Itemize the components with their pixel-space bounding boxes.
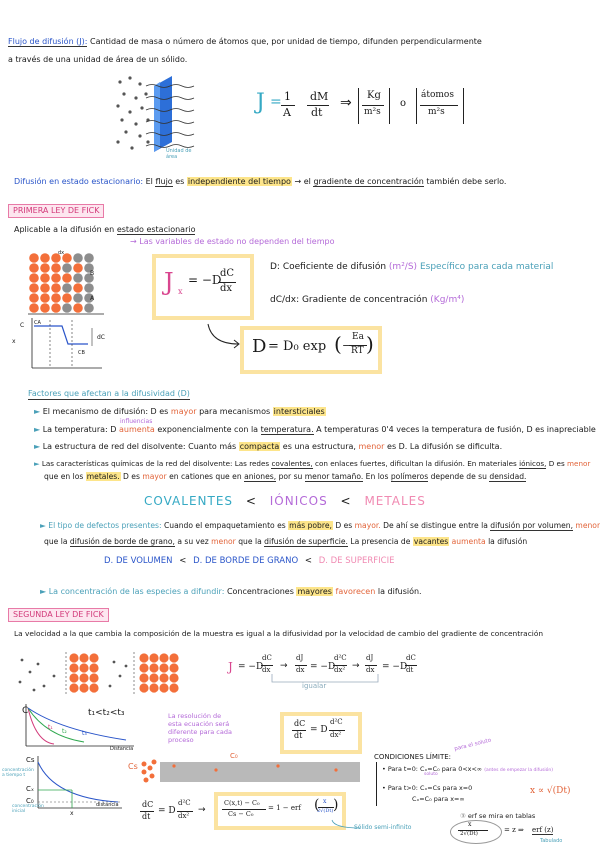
bar-Cs: Cs bbox=[128, 762, 138, 771]
host-atom bbox=[89, 653, 98, 662]
lattice-atom bbox=[40, 283, 50, 293]
gradient-definition: dC/dx: Gradiente de concentración (Kg/m⁴) bbox=[270, 295, 465, 305]
host-atom bbox=[79, 663, 88, 672]
formula-dt: dt bbox=[311, 106, 323, 119]
fick2-eq: = D bbox=[310, 725, 328, 735]
lattice-atom bbox=[62, 293, 72, 303]
paren-close: ) bbox=[366, 332, 374, 356]
bullet-icon: ► bbox=[40, 521, 46, 530]
lattice-atom bbox=[29, 253, 39, 263]
host-atom bbox=[159, 653, 168, 662]
solute-dot bbox=[119, 675, 122, 678]
factor-chemistry-line1: ► Las características químicas de la red del disolvente: Las redes covalentes, con enlaces fuertes, dificultan la difusión. En materiales iónicos, D es menor bbox=[34, 459, 591, 468]
host-atom bbox=[139, 653, 148, 662]
condition-2: • Para t>0: Cₓ=Cs para x=0 bbox=[382, 784, 473, 792]
host-atom bbox=[89, 663, 98, 672]
chain-eq3: = −D bbox=[382, 662, 408, 672]
host-atom bbox=[89, 673, 98, 682]
host-atom bbox=[139, 683, 148, 692]
arrhenius-D: D bbox=[252, 336, 267, 357]
arrhenius-eq: = D₀ exp bbox=[268, 339, 327, 354]
lattice-atom bbox=[40, 263, 50, 273]
chain-dt: dt bbox=[406, 666, 414, 674]
flux-title: Flujo de difusión (J): bbox=[8, 37, 88, 46]
chain-dx: dx bbox=[262, 666, 271, 674]
host-atom bbox=[89, 683, 98, 692]
lattice-atom bbox=[29, 303, 39, 313]
applicable-line: Aplicable a la difusión en estado estacionario bbox=[14, 225, 196, 234]
graph-t2: t₂ bbox=[62, 728, 67, 735]
formula-1: 1 bbox=[284, 90, 291, 103]
lattice-label-B: B bbox=[90, 270, 95, 277]
host-atom bbox=[149, 653, 158, 662]
frac-line bbox=[420, 105, 458, 106]
stationary-line: Difusión en estado estacionario: El flujo es independiente del tiempo → el gradiente de concentración también debe serlo. bbox=[14, 177, 507, 186]
graph2-left-bot: concentración inicial bbox=[12, 804, 44, 814]
bullet-icon: ► bbox=[40, 587, 47, 596]
paren-close: ) bbox=[333, 797, 339, 813]
host-atom bbox=[159, 673, 168, 682]
lattice-diagram bbox=[18, 250, 104, 370]
section-title-second-law: SEGUNDA LEY DE FICK bbox=[8, 608, 109, 622]
lattice-atom bbox=[84, 253, 94, 263]
host-atom bbox=[169, 653, 178, 662]
solute-dot bbox=[113, 661, 116, 664]
chain-d2C: d²C bbox=[334, 654, 347, 662]
graph-label-x: x bbox=[12, 338, 16, 345]
solute-dot bbox=[109, 685, 112, 688]
lattice-atom bbox=[62, 263, 72, 273]
diffusion-type-ranking: D. DE VOLUMEN < D. DE BORDE DE GRANO < D. DE SUPERFICIE bbox=[104, 556, 395, 566]
chain-dx3: dx bbox=[366, 666, 375, 674]
chain-J: J bbox=[228, 660, 233, 674]
host-atom bbox=[159, 683, 168, 692]
sol-d2C: d²C bbox=[178, 799, 191, 807]
factor-defects-line1: ► El tipo de defectos presentes: Cuando el empaquetamiento es más pobre, D es mayor. De ahí se distingue entre la difusión por volumen, menor bbox=[40, 521, 600, 530]
unit-m2s-b: m²s bbox=[428, 107, 445, 117]
graph2-distance: distancia bbox=[96, 802, 119, 808]
lattice-atom bbox=[73, 293, 83, 303]
host-atom bbox=[169, 673, 178, 682]
lattice-label-A: A bbox=[90, 295, 95, 302]
chain-dJ2: dJ bbox=[366, 654, 374, 662]
lattice-atom bbox=[84, 283, 94, 293]
sol-rhs: = 1 − erf bbox=[268, 804, 301, 812]
bar-C0: C₀ bbox=[230, 752, 238, 760]
graph-label-C: C bbox=[20, 322, 25, 329]
solute-dot bbox=[37, 663, 40, 666]
host-atom bbox=[69, 673, 78, 682]
chain-arrow1: → bbox=[280, 661, 288, 671]
lattice-atom bbox=[51, 263, 61, 273]
solute-dot bbox=[29, 671, 32, 674]
material-ranking: COVALENTES < IÓNICOS < METALES bbox=[144, 494, 426, 508]
lattice-atom bbox=[51, 283, 61, 293]
fick2-dt: dt bbox=[294, 731, 303, 740]
lattice-atom bbox=[29, 273, 39, 283]
condition-3: Cₓ=C₀ para x=∞ bbox=[412, 795, 465, 803]
lattice-atom bbox=[62, 283, 72, 293]
lattice-atom bbox=[51, 303, 61, 313]
lattice-atom bbox=[73, 263, 83, 273]
host-atom bbox=[139, 673, 148, 682]
host-atom bbox=[169, 663, 178, 672]
formula-J: J bbox=[256, 90, 265, 115]
host-atom bbox=[149, 663, 158, 672]
solute-dot bbox=[21, 659, 24, 662]
lattice-atom bbox=[29, 283, 39, 293]
fick2-dC: dC bbox=[294, 719, 306, 728]
unit-or: o bbox=[400, 98, 407, 109]
host-atom bbox=[69, 683, 78, 692]
factor-defects-line2: que la difusión de borde de grano, a su vez menor que la difusión de superficie. La presencia de vacantes aumenta la difusión bbox=[44, 537, 528, 546]
chain-eq2: = −D bbox=[310, 662, 336, 672]
erf-x: x bbox=[468, 821, 472, 828]
chain-igualar: igualar bbox=[302, 682, 327, 690]
sol-dt: dt bbox=[142, 812, 151, 821]
host-atom bbox=[149, 673, 158, 682]
lattice-atom bbox=[51, 273, 61, 283]
lattice-label-dx: dx bbox=[58, 250, 65, 256]
erf-den: 2√(Dt) bbox=[460, 831, 478, 837]
fick2-d2C: d²C bbox=[330, 718, 343, 726]
flux-def-text: Cantidad de masa o número de átomos que, por unidad de tiempo, difunden perpendicularmente bbox=[90, 37, 482, 46]
semi-infinite-note: Sólido semi-infinito bbox=[354, 824, 412, 831]
graph2-left-top: concentración a tiempo t bbox=[2, 768, 34, 778]
host-atom bbox=[69, 663, 78, 672]
unit-kg: Kg bbox=[367, 90, 381, 101]
lattice-atom bbox=[73, 303, 83, 313]
bullet-icon: ► bbox=[34, 442, 41, 451]
paren-open: ( bbox=[334, 332, 342, 356]
chain-dC: dC bbox=[262, 654, 272, 662]
lattice-atom bbox=[62, 303, 72, 313]
lattice-atom bbox=[40, 253, 50, 263]
host-atom bbox=[149, 683, 158, 692]
resolution-note: La resolución de esta ecuación será diferente para cada proceso bbox=[168, 712, 232, 744]
sol-x: x bbox=[323, 798, 327, 805]
bullet-icon: ► bbox=[34, 407, 41, 416]
erf-note: ③ erf se mira en tablas bbox=[460, 812, 536, 820]
lattice-atom bbox=[73, 283, 83, 293]
semi-infinite-bar bbox=[126, 754, 366, 790]
diffusion-sphere-illustrations bbox=[14, 652, 194, 696]
fick1-dC: dC bbox=[220, 268, 235, 279]
variables-note: → Las variables de estado no dependen del tiempo bbox=[130, 237, 335, 246]
conditions-title: CONDICIONES LÍMITE: bbox=[374, 753, 452, 761]
concentration-profile bbox=[34, 326, 88, 344]
host-atom bbox=[79, 683, 88, 692]
curved-arrow-icon bbox=[204, 320, 244, 352]
lattice-atom bbox=[73, 253, 83, 263]
solute-dot bbox=[19, 681, 22, 684]
formula-A: A bbox=[283, 106, 291, 119]
graph2-Cx: Cₓ bbox=[26, 785, 34, 793]
factor-temp-note: influencias bbox=[120, 418, 153, 425]
lattice-atom bbox=[40, 293, 50, 303]
fick1-sub: x bbox=[178, 287, 183, 296]
arrow-icon: → bbox=[198, 805, 206, 815]
lattice-atom bbox=[73, 273, 83, 283]
paren-open: ( bbox=[314, 797, 320, 813]
fick1-J: J bbox=[164, 268, 174, 296]
host-atom bbox=[79, 673, 88, 682]
solute-dot bbox=[33, 689, 36, 692]
solute-dot bbox=[53, 675, 56, 678]
graph-label-dC: dC bbox=[97, 334, 105, 341]
conditions-note: para el soluto bbox=[453, 737, 492, 753]
sol-dC: dC bbox=[142, 800, 154, 809]
lattice-atom bbox=[51, 293, 61, 303]
atom-dots bbox=[116, 76, 149, 149]
sol-lhs-bot: Cs − C₀ bbox=[228, 810, 254, 818]
erf-z: erf (z) bbox=[532, 826, 554, 834]
lattice-atom bbox=[29, 293, 39, 303]
solute-dot bbox=[43, 685, 46, 688]
area-label: Unidad de área bbox=[166, 148, 192, 160]
erf-tabulated: Tabulado bbox=[540, 838, 563, 844]
factor-mechanism: ► El mecanismo de difusión: D es mayor para mecanismos intersticiales bbox=[34, 407, 325, 416]
graph2-Cs: Cs bbox=[26, 756, 35, 764]
chain-dJ: dJ bbox=[296, 654, 304, 662]
condition-1-note: soluto bbox=[424, 772, 438, 777]
chain-dx2b: dx² bbox=[334, 666, 346, 674]
erf-eq: = z ⇒ bbox=[504, 826, 524, 834]
x-proportional-sqrt: x ∝ √(Dt) bbox=[530, 786, 571, 796]
formula-eq: = bbox=[270, 94, 282, 110]
factors-title: Factores que afectan a la difusividad (D) bbox=[28, 389, 190, 398]
flux-definition-line1 bbox=[8, 36, 482, 47]
sol-dx2: dx² bbox=[178, 812, 190, 820]
factor-concentration: ► La concentración de las especies a difundir: Concentraciones mayores favorecen la difusión. bbox=[40, 587, 422, 596]
factor-chemistry-line2: que en los metales. D es mayor en cationes que en aniones, por su menor tamaño. En los polímeros depende de su densidad. bbox=[44, 472, 527, 481]
unit-atoms: átomos bbox=[421, 90, 454, 100]
lattice-atom bbox=[84, 303, 94, 313]
D-definition: D: Coeficiente de difusión (m²/S) Específico para cada material bbox=[270, 262, 554, 272]
fick2-dx2: dx² bbox=[330, 731, 342, 739]
formula-dM: dM bbox=[310, 90, 329, 103]
host-atom bbox=[139, 663, 148, 672]
graph-t1: t₁ bbox=[48, 724, 53, 731]
conditions-brace bbox=[376, 762, 379, 806]
bullet-icon: ► bbox=[34, 459, 40, 468]
graph-label-CB: CB bbox=[78, 350, 85, 356]
condition-1: • Para t=0: Cₓ=C₀ para 0<x<∞ (antes de empezar la difusión) bbox=[382, 765, 554, 773]
arrow-icon: ⇒ bbox=[340, 95, 352, 111]
sol-lhs-top: C(x,t) − C₀ bbox=[224, 799, 260, 807]
solute-dot bbox=[125, 665, 128, 668]
minus: − bbox=[342, 339, 352, 352]
bullet-icon: ► bbox=[34, 425, 41, 434]
host-atom bbox=[69, 653, 78, 662]
chain-dC2: dC bbox=[406, 654, 416, 662]
flux-definition-line2: a través de una unidad de área de un sólido. bbox=[8, 55, 188, 64]
sol-den: 2√(Dt) bbox=[317, 808, 334, 814]
fick1-rhs: = −D bbox=[188, 273, 222, 287]
frac-line bbox=[362, 105, 384, 106]
graph2-x: x bbox=[70, 810, 74, 817]
graph-t-order: t₁<t₂<t₃ bbox=[88, 708, 125, 718]
graph-C: C bbox=[22, 706, 29, 716]
unit-m2s: m²s bbox=[364, 107, 381, 117]
lattice-atom bbox=[29, 263, 39, 273]
arrhenius-Ea: Ea bbox=[352, 332, 364, 342]
lattice-atom bbox=[40, 273, 50, 283]
graph-distance: Distancia bbox=[110, 746, 134, 752]
host-atom bbox=[79, 653, 88, 662]
chain-arrow2: → bbox=[352, 661, 360, 671]
lattice-atom bbox=[40, 303, 50, 313]
section-title-first-law: PRIMERA LEY DE FICK bbox=[8, 204, 104, 218]
chain-dx2: dx bbox=[296, 666, 305, 674]
chain-eq1: = −D bbox=[238, 662, 264, 672]
graph2-C0: C₀ bbox=[26, 797, 34, 805]
graph-label-CA: CA bbox=[34, 320, 41, 326]
factor-structure: ► La estructura de red del disolvente: Cuanto más compacta es una estructura, menor es D. La difusión se dificulta. bbox=[34, 442, 503, 451]
factor-temperature: ► La temperatura: D aumenta exponencialmente con la temperatura. A temperaturas 0'4 veces la temperatura de fusión, D es inapreciable bbox=[34, 425, 596, 434]
graph-t3: t₃ bbox=[82, 730, 87, 737]
fick1-dx: dx bbox=[220, 283, 233, 294]
sol-eq: = D bbox=[158, 806, 176, 816]
second-law-intro: La velocidad a la que cambia la composición de la muestra es igual a la difusividad por la velocidad de cambio del gradiente de concentración bbox=[14, 629, 544, 638]
host-atom bbox=[159, 663, 168, 672]
lattice-atom bbox=[62, 273, 72, 283]
host-atom bbox=[169, 683, 178, 692]
arrhenius-RT: RT bbox=[351, 346, 364, 356]
